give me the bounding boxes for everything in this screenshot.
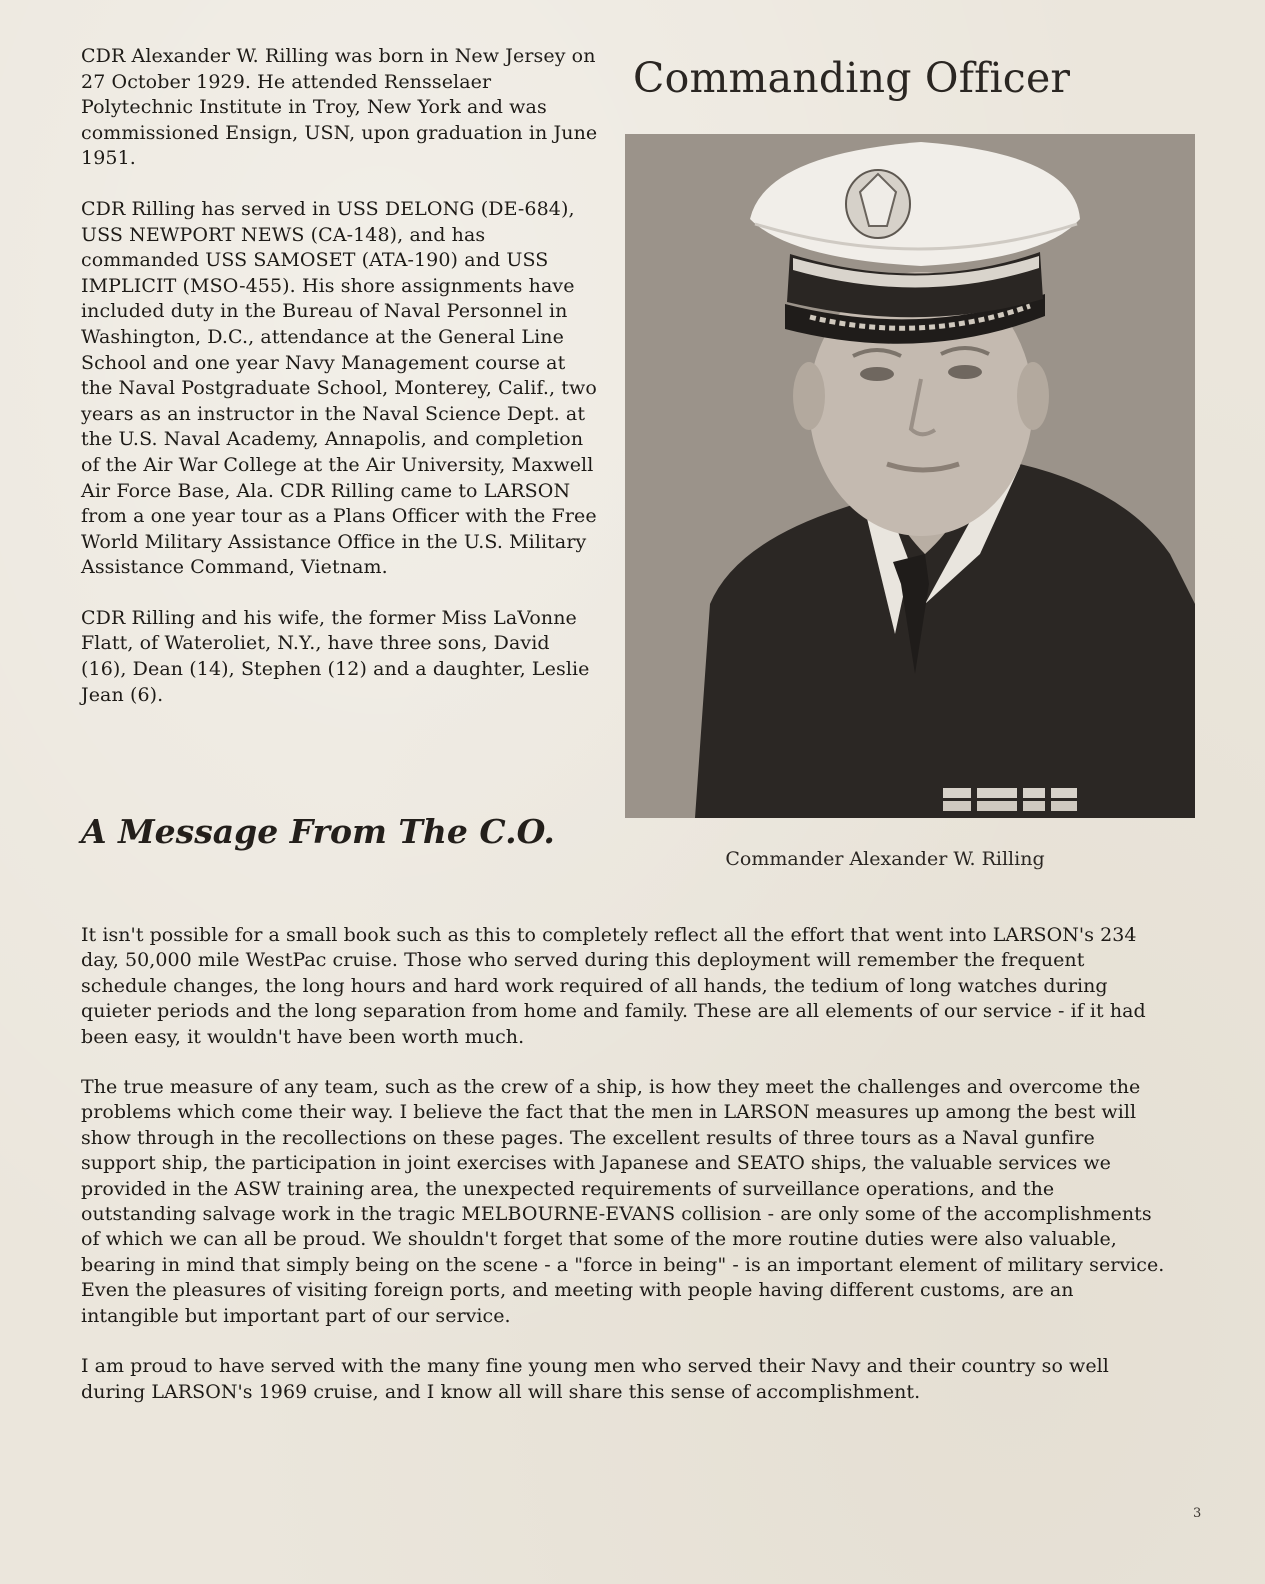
message-paragraph-2: The true measure of any team, such as the crew of a ship, is how they meet the challenges and overcome the problems which come their way. I believe the fact that the men in LARSON measures up among the best will show through in the recollections on these pages. The excellent results of three tours as a Naval gunfire support ship, the participation in joint exercises with Japanese and SEATO ships, the valuable services we provided in the ASW training area, the unexpected requirements of surveillance operations, and the outstanding salvage work in the tragic MELBOURNE-EVANS collision - are only some of the accomplishments of which we can all be proud. We shouldn't forget that some of the more routine duties were also valuable, bearing in mind that simply being on the scene - a "force in being" - is an important element of military service. Even the pleasures of visiting foreign ports, and meeting with people having different customs, are an intangible but important part of our service. (81, 1076, 1165, 1327)
message-paragraph-1: It isn't possible for a small book such as this to completely reflect all the effort that went into LARSON's 234 day, 50,000 mile WestPac cruise. Those who served during this deployment will remember the frequent schedule changes, the long hours and hard work required of all hands, the tedium of long watches during quieter periods and the long separation from home and family. These are all elements of our service - if it had been easy, it wouldn't have been worth much. (81, 924, 1146, 1048)
bio-paragraph-1: CDR Alexander W. Rilling was born in New Jersey on 27 October 1929. He attended Rensselaer Polytechnic Institute in Troy, New York and was commissioned Ensign, USN, upon graduation in June 1951. (81, 45, 598, 170)
bio-paragraph-2: CDR Rilling has served in USS DELONG (DE-684), USS NEWPORT NEWS (CA-148), and has commanded USS SAMOSET (ATA-190) and USS IMPLICIT (MSO-455). His shore assignments have included duty in the Bureau of Naval Personnel in Washington, D.C., attendance at the General Line School and one year Navy Management course at the Naval Postgraduate School, Monterey, Calif., two years as an instructor in the Naval Science Dept. at the U.S. Naval Academy, Annapolis, and completion of the Air War College at the Air University, Maxwell Air Force Base, Ala. CDR Rilling came to LARSON from a one year tour as a Plans Officer with the Free World Military Assistance Office in the U.S. Military Assistance Command, Vietnam. (81, 197, 597, 579)
page-title: Commanding Officer (633, 54, 1071, 102)
bio-paragraph-3: CDR Rilling and his wife, the former Miss LaVonne Flatt, of Wateroliet, N.Y., have three sons, David (16), Dean (14), Stephen (12) and a daughter, Leslie Jean (6). (81, 606, 590, 706)
message-body (81, 923, 1166, 1430)
page-number: 3 (1193, 1506, 1202, 1521)
photo-caption: Commander Alexander W. Rilling (725, 848, 1045, 870)
bio-column (81, 44, 601, 733)
message-heading: A Message From The C.O. (81, 812, 555, 851)
commander-portrait-photo (625, 134, 1195, 818)
message-paragraph-3: I am proud to have served with the many fine young men who served their Navy and their country so well during LARSON's 1969 cruise, and I know all will share this sense of accomplishment. (81, 1355, 1109, 1403)
